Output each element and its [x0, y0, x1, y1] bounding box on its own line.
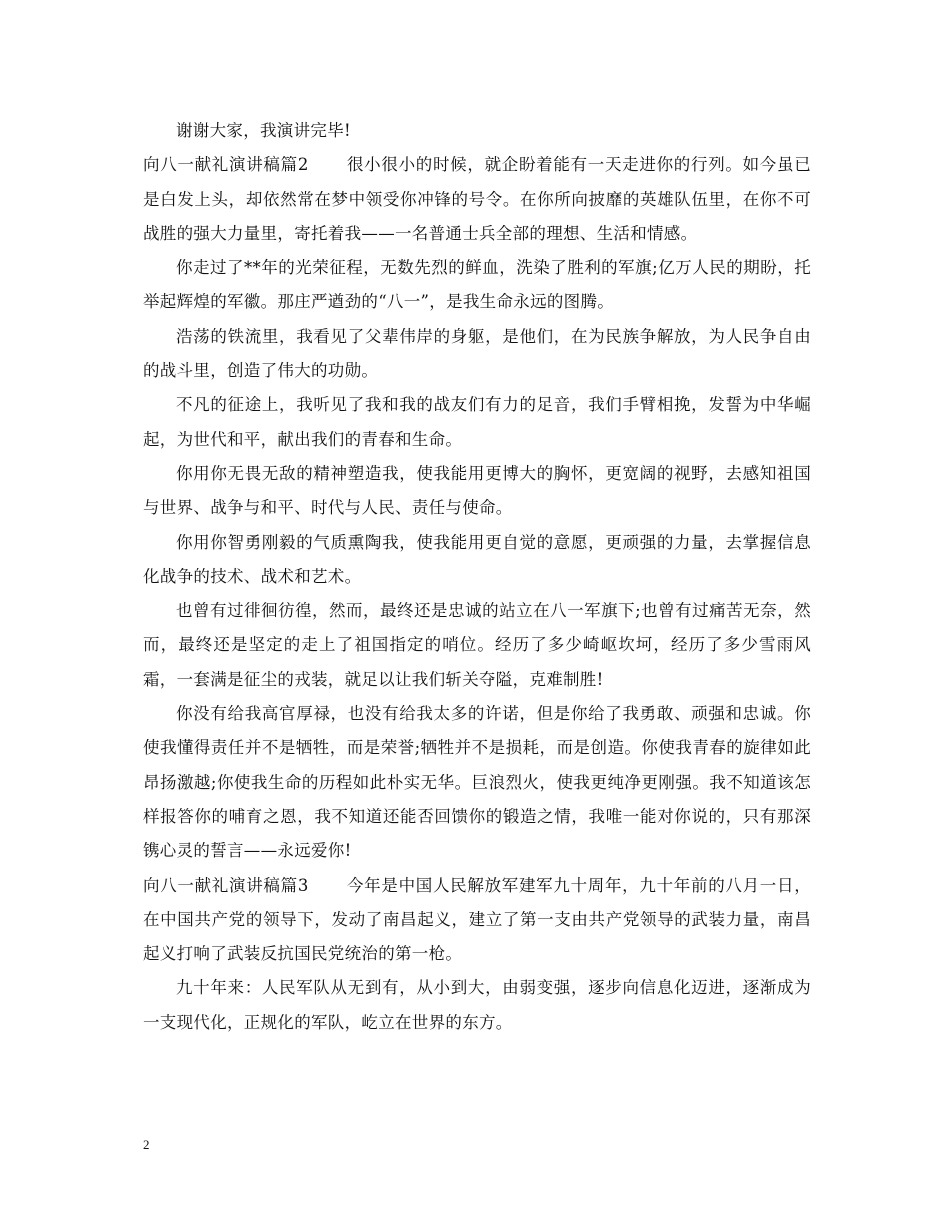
paragraph-text: 你用你智勇刚毅的气质熏陶我，使我能用更自觉的意愿，更顽强的力量，去掌握信息化战争的技术、战术和艺术。: [143, 532, 811, 586]
paragraph: [143, 971, 811, 1040]
paragraph-text: 很小很小的时候，就企盼着能有一天走进你的行列。如今虽已是白发上头，却依然常在梦中领受你冲锋的号令。在你所向披靡的英雄队伍里，在你不可战胜的强大力量里，寄托着我——一名普通士兵全部的理想、生活和情感。: [143, 155, 812, 243]
paragraph: [143, 251, 811, 320]
paragraph-text: 今年是中国人民解放军建军九十周年，九十年前的八月一日，在中国共产党的领导下，发动了南昌起义，建立了第一支由共产党领导的武装力量，南昌起义打响了武装反抗国民党统治的第一枪。: [143, 875, 812, 964]
paragraph-text: 九十年来：人民军队从无到有，从小到大，由弱变强，逐步向信息化迈进，逐渐成为一支现代化，正规化的军队，屹立在世界的东方。: [143, 978, 811, 1032]
paragraph: [143, 697, 811, 868]
paragraph-text: 你走过了**年的光荣征程，无数先烈的鲜血，洗染了胜利的军旗;亿万人民的期盼，托举起辉煌的军徽。那庄严遒劲的“八一”，是我生命永远的图腾。: [143, 258, 811, 312]
document-body: [143, 114, 811, 1040]
paragraph: [143, 594, 811, 697]
paragraph-text: 你用你无畏无敌的精神塑造我，使我能用更博大的胸怀，更宽阔的视野，去感知祖国与世界、战争与和平、时代与人民、责任与使命。: [143, 463, 811, 518]
page-number: 2: [143, 1137, 150, 1152]
paragraph-text: 不凡的征途上，我听见了我和我的战友们有力的足音，我们手臂相挽，发誓为中华崛起，为世代和平，献出我们的青春和生命。: [143, 395, 811, 449]
paragraph: [143, 526, 811, 595]
paragraph-text: 你没有给我高官厚禄，也没有给我太多的许诺，但是你给了我勇敢、顽强和忠诚。你使我懂得责任并不是牺牲，而是荣誉;牺牲并不是损耗，而是创造。你使我青春的旋律如此昂扬激越;你使我生命的历程如此朴实无华。巨浪烈火，使我更纯净更刚强。我不知道该怎样报答你的哺育之恩，我不知道还能否回馈你的锻造之情，我唯一能对你说的，只有那深镌心灵的誓言——永远爱你!: [143, 704, 811, 861]
paragraph-speech-3-intro: [143, 869, 811, 972]
paragraph-text: 也曾有过徘徊彷徨，然而，最终还是忠诚的站立在八一军旗下;也曾有过痛苦无奈，然而，最终还是坚定的走上了祖国指定的哨位。经历了多少崎岖坎坷，经历了多少雪雨风霜，一套满是征尘的戎装，就足以让我们斩关夺隘，克难制胜!: [143, 601, 811, 689]
paragraph-text: 浩荡的铁流里，我看见了父辈伟岸的身躯，是他们，在为民族争解放，为人民争自由的战斗里，创造了伟大的功勋。: [143, 326, 811, 381]
paragraph: [143, 388, 811, 457]
paragraph-text: 谢谢大家，我演讲完毕!: [176, 121, 351, 140]
section-heading: 向八一献礼演讲稿篇3: [143, 875, 309, 895]
paragraph: [143, 457, 811, 526]
paragraph: [143, 320, 811, 389]
paragraph-closing: [143, 114, 811, 148]
paragraph-speech-2-intro: [143, 148, 811, 251]
section-heading: 向八一献礼演讲稿篇2: [143, 155, 309, 175]
